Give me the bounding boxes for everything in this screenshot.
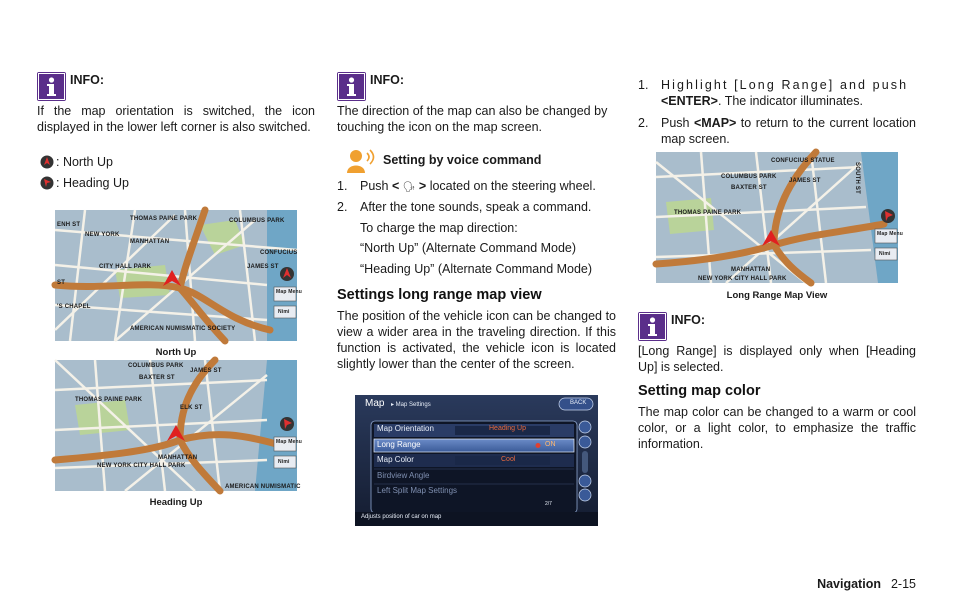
map-settings-screen	[355, 395, 598, 526]
map-color-value: Cool	[501, 456, 516, 463]
long-range-map	[656, 152, 904, 283]
substep: “North Up” (Alternate Command Mode)	[360, 241, 577, 255]
step-number: 1.	[337, 179, 348, 193]
map-label: AMERICAN NUMISMATIC	[225, 484, 301, 490]
menu-item-map-color[interactable]: Map Color	[377, 455, 414, 464]
map-label: MANHATTAN	[158, 455, 198, 461]
step-number: 2.	[337, 200, 348, 214]
voice-step-1	[337, 178, 616, 196]
map-label: MANHATTAN	[731, 267, 771, 273]
step-number: 2.	[638, 116, 649, 130]
map-label: CITY HALL PARK	[99, 264, 152, 270]
map-label: JAMES ST	[789, 178, 821, 184]
page-indicator: 2/7	[545, 501, 552, 507]
info-label: INFO:	[370, 73, 405, 87]
menu-item-map-orientation[interactable]: Map Orientation	[377, 424, 434, 433]
talk-switch-icon: 🗣	[402, 182, 416, 193]
orientation-paragraph: If the map orientation is switched, the icon displayed in the lower left corner is also switched.	[37, 104, 315, 134]
nimi-button[interactable]: Nimi	[879, 251, 891, 257]
info-heading-right	[638, 312, 705, 341]
voice-command-heading	[345, 147, 541, 175]
map-label: BAXTER ST	[139, 375, 175, 381]
right-step-1	[638, 77, 916, 109]
step-text: Push	[360, 179, 392, 193]
map-label: THOMAS PAINE PARK	[75, 397, 143, 403]
map-label: ELK ST	[180, 405, 203, 411]
heading-up-caption: Heading Up	[149, 497, 203, 508]
section-title-long-range: Settings long range map view	[337, 287, 542, 303]
status-text: Adjusts position of car on map	[361, 514, 442, 520]
map-label: CONFUCIUS	[260, 250, 298, 256]
map-label: NEW YORK CITY HALL PARK	[97, 463, 186, 469]
map-label: ST	[57, 280, 66, 286]
info-icon	[638, 312, 667, 341]
step-number: 1.	[638, 78, 649, 92]
north-up-map	[55, 210, 303, 341]
heading-up-map	[55, 360, 303, 491]
map-orientation-value: Heading Up	[489, 425, 526, 432]
heading-up-compass-icon	[40, 176, 54, 190]
map-label: NEW YORK	[85, 232, 120, 238]
north-up-caption: North Up	[155, 347, 197, 358]
step-text: to return to the current location map screen.	[661, 116, 916, 146]
nimi-button[interactable]: Nimi	[278, 309, 290, 315]
menu-item-left-split-map[interactable]: Left Split Map Settings	[377, 486, 458, 495]
map-color-paragraph: The map color can be changed to a warm or cool color, or a light color, to emphasize the traffic information.	[638, 405, 916, 451]
north-up-item	[40, 154, 113, 170]
info-heading-middle	[337, 72, 404, 101]
map-label: THOMAS PAINE PARK	[130, 216, 198, 222]
section-title-map-color: Setting map color	[638, 383, 761, 399]
substep: To charge the map direction:	[360, 221, 518, 235]
info-heading-left	[37, 72, 104, 101]
long-range-paragraph: The position of the vehicle icon can be changed to view a wider area in the traveling direction. If this function is activated, the vehicle icon is located slightly lower than the center of the screen.	[337, 309, 616, 371]
step-text: located on the steering wheel.	[426, 179, 596, 193]
heading-up-label: : Heading Up	[56, 176, 129, 190]
map-label: COLUMBUS PARK	[128, 363, 184, 369]
map-label: COLUMBUS PARK	[721, 174, 777, 180]
map-label: JAMES ST	[247, 264, 279, 270]
screen-title: Map	[365, 398, 385, 409]
key-open: <	[391, 179, 403, 193]
step-text: Highlight [Long Range] and push	[661, 78, 909, 92]
page-number: 2-15	[890, 577, 916, 591]
step-text: . The indicator illuminates.	[717, 94, 863, 108]
screen-breadcrumb: ▸ Map Settings	[391, 402, 431, 408]
map-label: AMERICAN NUMISMATIC SOCIETY	[130, 326, 236, 332]
map-menu-button[interactable]: Map Menu	[877, 231, 904, 237]
right-step-2	[638, 115, 916, 147]
map-label: JAMES ST	[190, 368, 222, 374]
map-label: BAXTER ST	[731, 185, 767, 191]
long-range-value: ON	[545, 441, 556, 448]
north-up-compass-icon	[40, 155, 54, 169]
map-label: CONFUCIUS STATUE	[771, 158, 835, 164]
map-label: SOUTH ST	[854, 162, 860, 194]
voice-command-title: Setting by voice command	[383, 153, 542, 167]
info-icon	[337, 72, 366, 101]
map-menu-button[interactable]: Map Menu	[276, 289, 303, 295]
nimi-button[interactable]: Nimi	[278, 459, 290, 465]
map-label: NEW YORK CITY HALL PARK	[698, 276, 787, 282]
map-key: <MAP>	[693, 116, 737, 130]
map-label: THOMAS PAINE PARK	[674, 210, 742, 216]
enter-key: <ENTER>	[661, 94, 718, 108]
info-label: INFO:	[70, 73, 105, 87]
map-label: ENH ST	[57, 222, 81, 228]
menu-item-long-range[interactable]: Long Range	[377, 440, 421, 449]
step-text: Push	[661, 116, 694, 130]
heading-up-item	[40, 175, 129, 191]
map-menu-button[interactable]: Map Menu	[276, 439, 303, 445]
substep: “Heading Up” (Alternate Command Mode)	[360, 262, 593, 276]
north-up-label: : North Up	[56, 155, 113, 169]
footer-section: Navigation	[817, 577, 881, 591]
info-label: INFO:	[671, 313, 706, 327]
key-close: >	[415, 179, 427, 193]
map-label: MANHATTAN	[130, 239, 170, 245]
info-icon	[37, 72, 66, 101]
step-text: After the tone sounds, speak a command.	[360, 200, 592, 214]
menu-item-birdview-angle[interactable]: Birdview Angle	[377, 471, 430, 480]
long-range-caption: Long Range Map View	[726, 290, 828, 301]
back-button[interactable]: BACK	[570, 400, 587, 406]
map-label: 'S CHAPEL	[57, 304, 91, 310]
map-label: COLUMBUS PARK	[229, 218, 285, 224]
touch-icon-paragraph: The direction of the map can also be changed by touching the icon on the map screen.	[337, 104, 608, 134]
voice-step-2	[337, 199, 616, 215]
voice-command-icon	[345, 147, 379, 175]
long-range-info-paragraph: [Long Range] is displayed only when [Heading Up] is selected.	[638, 344, 916, 374]
page-footer	[817, 577, 916, 591]
